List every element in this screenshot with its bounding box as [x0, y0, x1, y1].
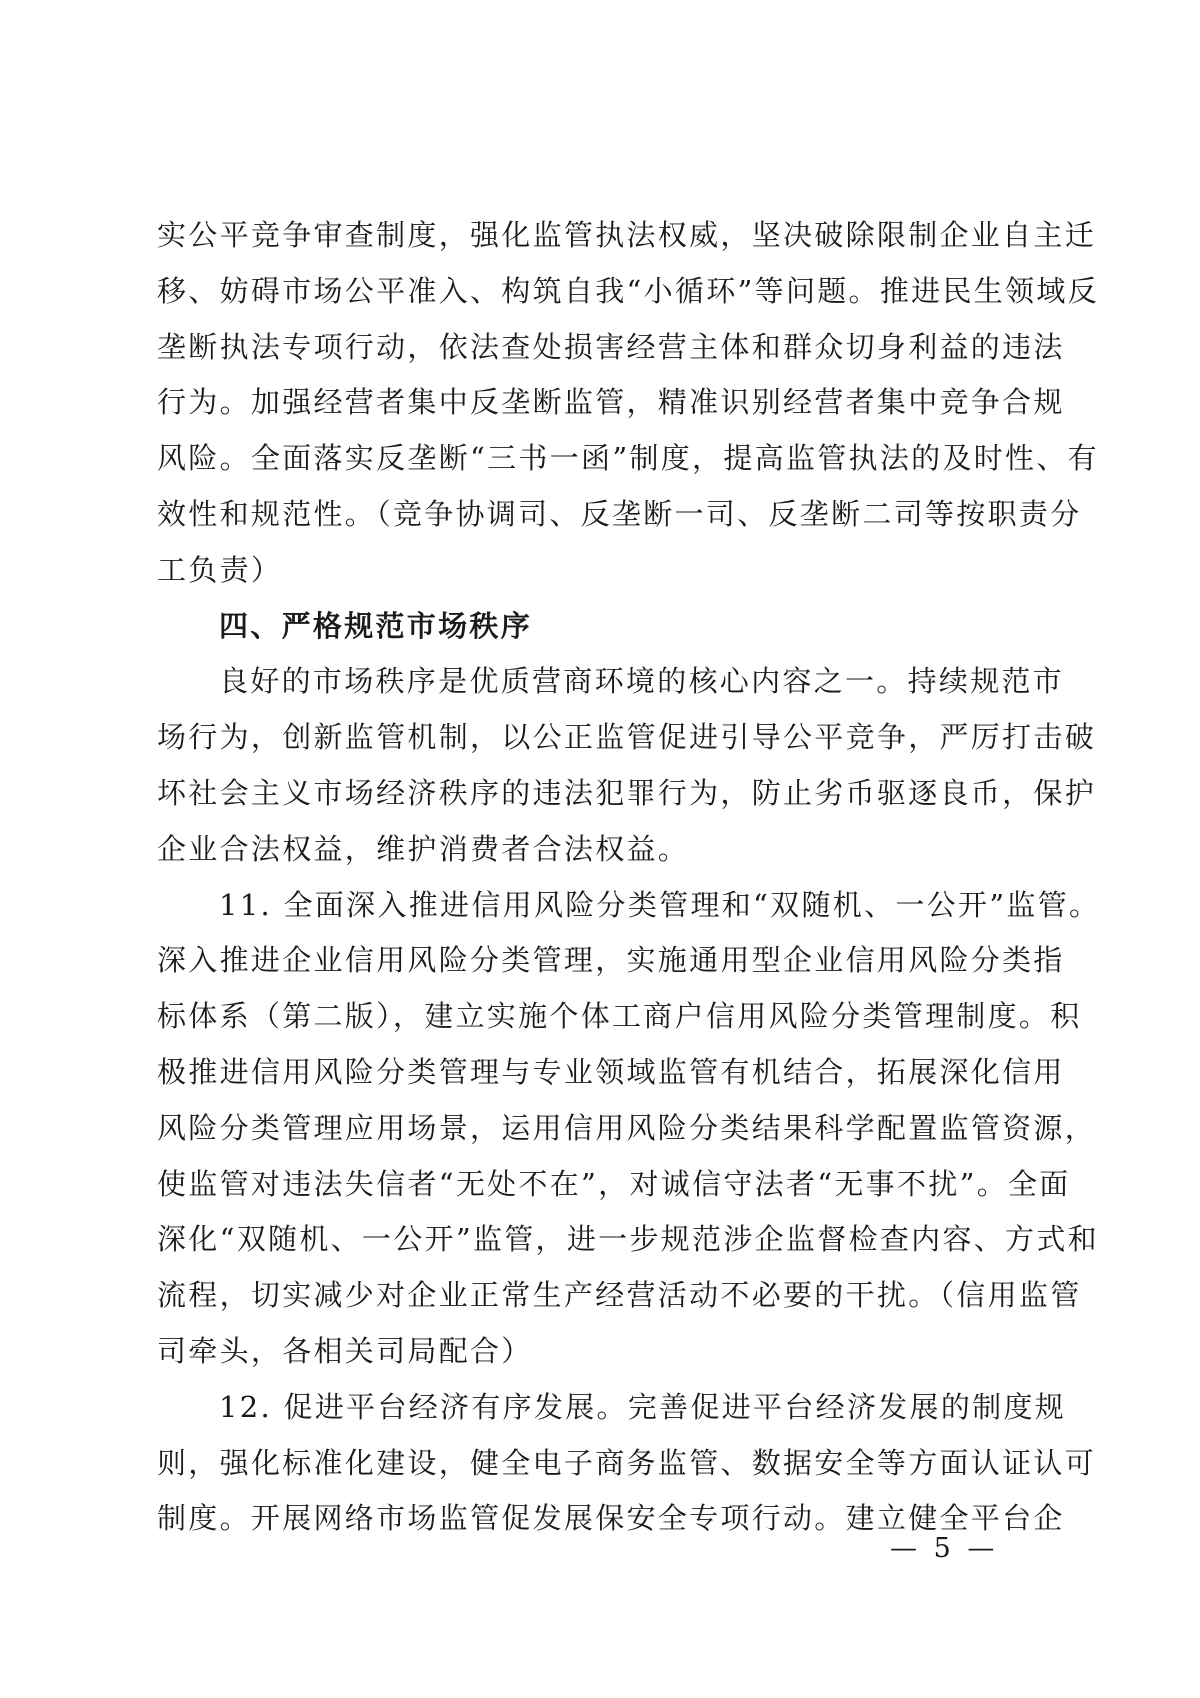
text-line: 司牵头，各相关司局配合） [157, 1333, 533, 1368]
text-line: 实公平竞争审查制度，强化监管执法权威，坚决破除限制企业自主迁 [157, 218, 1097, 252]
body-text [157, 208, 1101, 1547]
text-line: 风险分类管理应用场景，运用信用风险分类结果科学配置监管资源， [157, 1110, 1097, 1145]
text-line: 深化“双随机、一公开”监管，进一步规范涉企监督检查内容、方式和 [157, 1222, 1099, 1257]
text-line: 制度。开展网络市场监管促发展保安全专项行动。建立健全平台企 [157, 1501, 1065, 1536]
text-line: 则，强化标准化建设，健全电子商务监管、数据安全等方面认证认可 [157, 1445, 1097, 1480]
text-line: 良好的市场秩序是优质营商环境的核心内容之一。持续规范市 [219, 664, 1065, 699]
text-line: 垄断执法专项行动，依法查处损害经营主体和群众切身利益的违法 [157, 329, 1065, 364]
text-line: 深入推进企业信用风险分类管理，实施通用型企业信用风险分类指 [157, 943, 1065, 978]
item-heading: 12. 促进平台经济有序发展。完善促进平台经济发展的制度规 [219, 1389, 1067, 1424]
text-line: 场行为，创新监管机制，以公正监管促进引导公平竞争，严厉打击破 [157, 720, 1097, 755]
item-heading: 11. 全面深入推进信用风险分类管理和“双随机、一公开”监管。 [219, 887, 1101, 922]
page-number: — 5 — [890, 1533, 999, 1564]
text-line: 极推进信用风险分类管理与专业领域监管有机结合，拓展深化信用 [157, 1054, 1065, 1089]
text-line: 工负责） [157, 552, 283, 587]
section-heading: 四、严格规范市场秩序 [219, 608, 533, 643]
text-line: 行为。加强经营者集中反垄断监管，精准识别经营者集中竞争合规 [157, 385, 1065, 420]
text-line: 使监管对违法失信者“无处不在”，对诚信守法者“无事不扰”。全面 [157, 1166, 1071, 1201]
text-line: 移、妨碍市场公平准入、构筑自我“小循环”等问题。推进民生领域反 [157, 273, 1099, 308]
text-line: 效性和规范性。（竞争协调司、反垄断一司、反垄断二司等按职责分 [157, 496, 1082, 531]
text-line: 风险。全面落实反垄断“三书一函”制度，提高监管执法的及时性、有 [157, 441, 1099, 476]
text-line: 企业合法权益，维护消费者合法权益。 [157, 831, 690, 866]
text-line: 坏社会主义市场经济秩序的违法犯罪行为，防止劣币驱逐良币，保护 [157, 775, 1097, 810]
text-line: 流程，切实减少对企业正常生产经营活动不必要的干扰。（信用监管 [157, 1278, 1082, 1313]
text-line: 标体系（第二版），建立实施个体工商户信用风险分类管理制度。积 [157, 999, 1082, 1034]
